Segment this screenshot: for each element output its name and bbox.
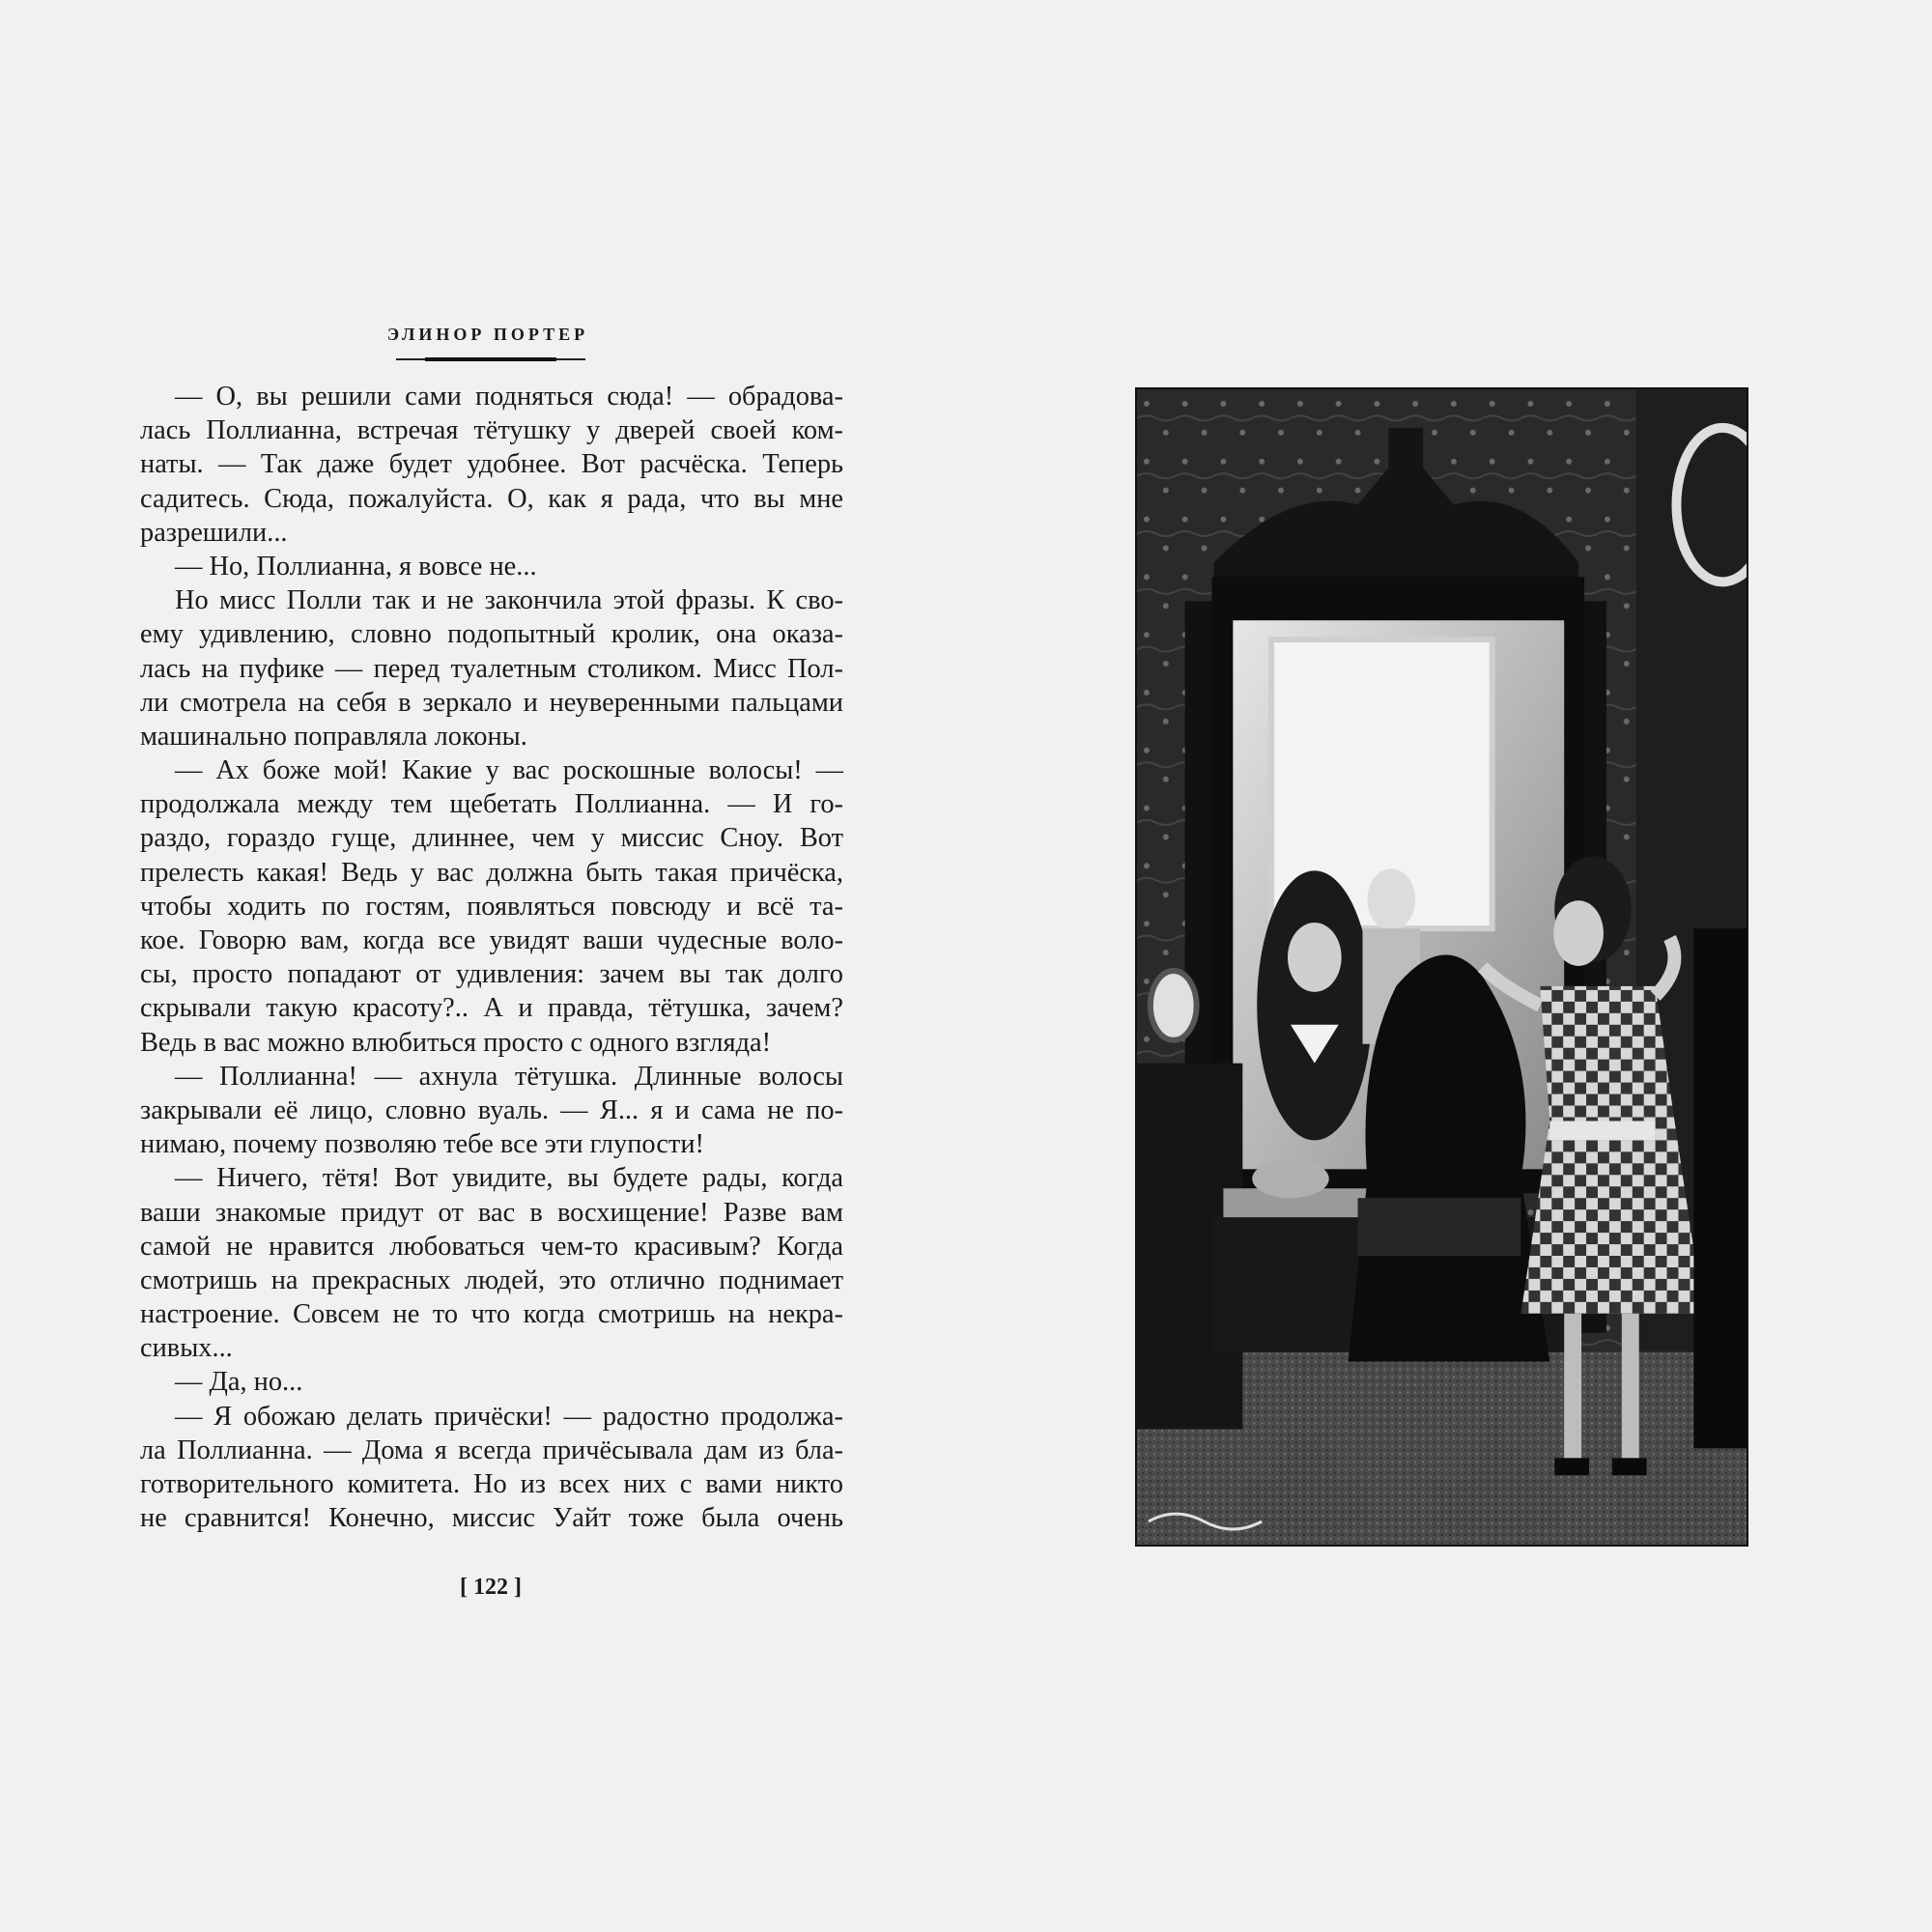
text-line: машинально поправляла локоны. [140, 721, 527, 752]
text-line: ему удивлению, словно подопытный кролик, она оказа- [140, 619, 843, 650]
text-line: наты. — Так даже будет удобнее. Вот расчёска. Теперь [140, 449, 843, 480]
header-rule-accent [425, 357, 556, 361]
text-line: самой не нравится любоваться чем-то красивым? Когда [140, 1231, 843, 1262]
text-line: ли смотрела на себя в зеркало и неуверенными пальцами [140, 687, 843, 718]
text-line: садитесь. Сюда, пожалуйста. О, как я рада, что вы мне [140, 483, 843, 514]
text-line: Но мисс Полли так и не закончила этой фразы. К сво- [175, 585, 843, 616]
text-line: нимаю, почему позволяю тебе все эти глупости! [140, 1129, 704, 1160]
text-line: лась Поллианна, встречая тётушку у дверей своей ком- [140, 415, 843, 446]
text-line: ла Поллианна. — Дома я всегда причёсывала дам из бла- [140, 1435, 843, 1465]
text-line: кое. Говорю вам, когда все увидят ваши чудесные воло- [140, 925, 843, 955]
text-line: — Но, Поллианна, я вовсе не... [175, 551, 537, 582]
text-line: закрывали её лицо, словно вуаль. — Я... я и сама не по- [140, 1094, 843, 1125]
text-line: лась на пуфике — перед туалетным столиком. Мисс Пол- [140, 653, 843, 684]
text-line: прелесть какая! Ведь у вас должна быть такая причёска, [140, 857, 843, 888]
text-line: — Да, но... [175, 1367, 303, 1398]
text-line: разрешили... [140, 517, 288, 548]
text-line: сы, просто попадают от удивления: зачем вы так долго [140, 959, 843, 990]
text-line: не сравнится! Конечно, миссис Уайт тоже была очень [140, 1503, 843, 1534]
text-line: — О, вы решили сами подняться сюда! — обрадова- [175, 382, 843, 412]
text-line: — Ничего, тётя! Вот увидите, вы будете рады, когда [175, 1163, 843, 1194]
text-line: готворительного комитета. Но из всех них с вами никто [140, 1469, 843, 1499]
text-line: сивых... [140, 1333, 233, 1364]
page-number: [ 122 ] [460, 1575, 522, 1600]
text-line: — Я обожаю делать причёски! — радостно продолжа- [175, 1401, 843, 1432]
engraving-illustration-icon [1137, 389, 1747, 1545]
illustration-plate [1135, 387, 1748, 1547]
text-line: смотришь на прекрасных людей, это отлично поднимает [140, 1264, 843, 1295]
running-head: ЭЛИНОР ПОРТЕР [386, 325, 589, 344]
text-line: скрывали такую красоту?.. А и правда, тётушка, зачем? [140, 993, 843, 1024]
text-line: — Ах боже мой! Какие у вас роскошные волосы! — [175, 755, 843, 786]
text-line: ваши знакомые придут от вас в восхищение! Разве вам [140, 1197, 843, 1228]
text-line: — Поллианна! — ахнула тётушка. Длинные волосы [175, 1061, 843, 1092]
text-line: Ведь в вас можно влюбиться просто с одного взгляда! [140, 1027, 772, 1058]
text-line: настроение. Совсем не то что когда смотришь на некра- [140, 1299, 843, 1330]
text-line: раздо, гораздо гуще, длиннее, чем у миссис Сноу. Вот [140, 823, 843, 854]
text-line: чтобы ходить по гостям, появляться повсюду и всё та- [140, 891, 843, 922]
text-line: продолжала между тем щебетать Поллианна. — И го- [140, 789, 843, 820]
body-text [140, 380, 843, 1535]
